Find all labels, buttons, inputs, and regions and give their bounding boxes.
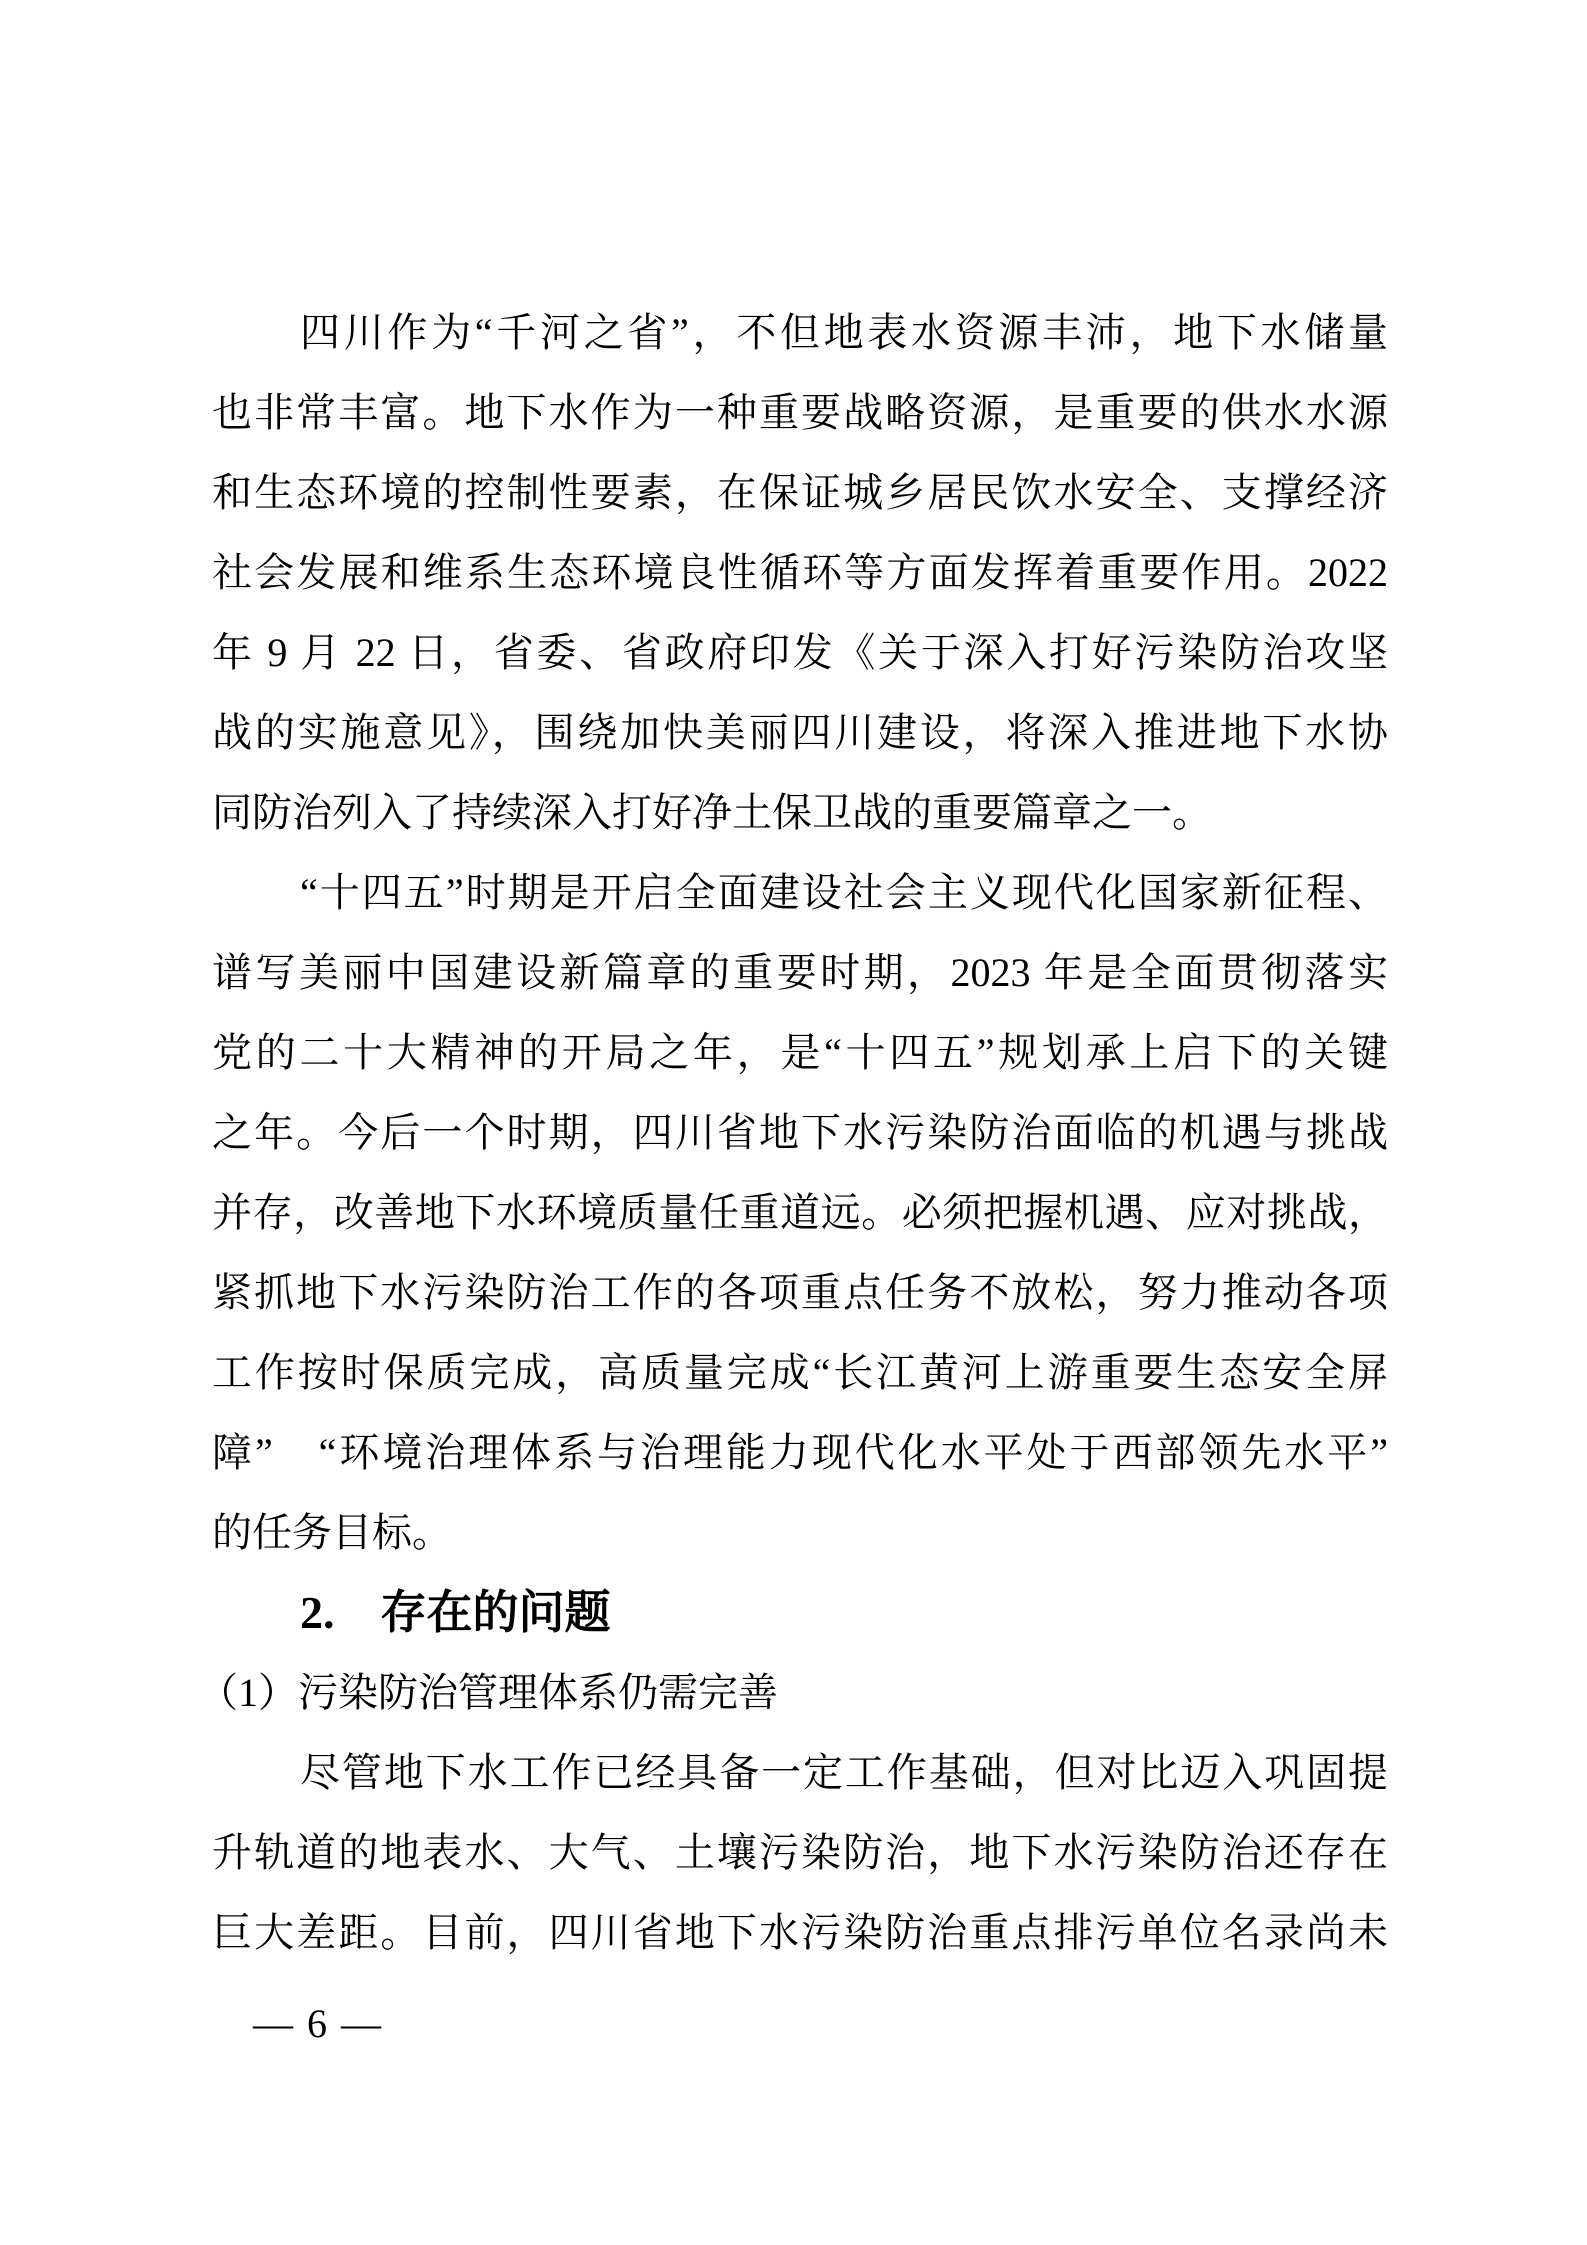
paragraph-line: 障” “环境治理体系与治理能力现代化水平处于西部领先水平”	[212, 1430, 1388, 1475]
paragraph-line: 并存，改善地下水环境质量任重道远。必须把握机遇、应对挑战，	[212, 1190, 1388, 1235]
paragraph-line: 同防治列入了持续深入打好净土保卫战的重要篇章之一。	[212, 790, 1212, 835]
paragraph-line: 和生态环境的控制性要素，在保证城乡居民饮水安全、支撑经济	[212, 470, 1388, 515]
paragraph-line: 战的实施意见》，围绕加快美丽四川建设，将深入推进地下水协	[212, 710, 1388, 755]
subsection-heading: （1）污染防治管理体系仍需完善	[198, 1670, 778, 1715]
paragraph-line: “十四五”时期是开启全面建设社会主义现代化国家新征程、	[300, 870, 1388, 915]
page-number: — 6 —	[253, 2001, 383, 2046]
paragraph-line: 之年。今后一个时期，四川省地下水污染防治面临的机遇与挑战	[212, 1110, 1388, 1155]
paragraph-line: 年 9 月 22 日，省委、省政府印发《关于深入打好污染防治攻坚	[212, 630, 1388, 675]
paragraph-line: 巨大差距。目前，四川省地下水污染防治重点排污单位名录尚未	[212, 1910, 1388, 1955]
paragraph-line: 工作按时保质完成，高质量完成“长江黄河上游重要生态安全屏	[212, 1350, 1388, 1395]
paragraph-line: 的任务目标。	[212, 1510, 452, 1555]
paragraph-line: 谱写美丽中国建设新篇章的重要时期，2023 年是全面贯彻落实	[212, 950, 1388, 995]
paragraph-line: 尽管地下水工作已经具备一定工作基础，但对比迈入巩固提	[300, 1750, 1388, 1795]
section-heading: 2. 存在的问题	[300, 1587, 611, 1638]
paragraph-line: 也非常丰富。地下水作为一种重要战略资源，是重要的供水水源	[212, 390, 1388, 435]
text-content	[198, 293, 1388, 1973]
paragraph-line: 社会发展和维系生态环境良性循环等方面发挥着重要作用。2022	[212, 550, 1388, 595]
paragraph-line: 党的二十大精神的开局之年，是“十四五”规划承上启下的关键	[212, 1030, 1388, 1075]
paragraph-line: 紧抓地下水污染防治工作的各项重点任务不放松，努力推动各项	[212, 1270, 1388, 1315]
paragraph-line: 四川作为“千河之省”，不但地表水资源丰沛，地下水储量	[300, 310, 1388, 355]
paragraph-line: 升轨道的地表水、大气、土壤污染防治，地下水污染防治还存在	[212, 1830, 1388, 1875]
